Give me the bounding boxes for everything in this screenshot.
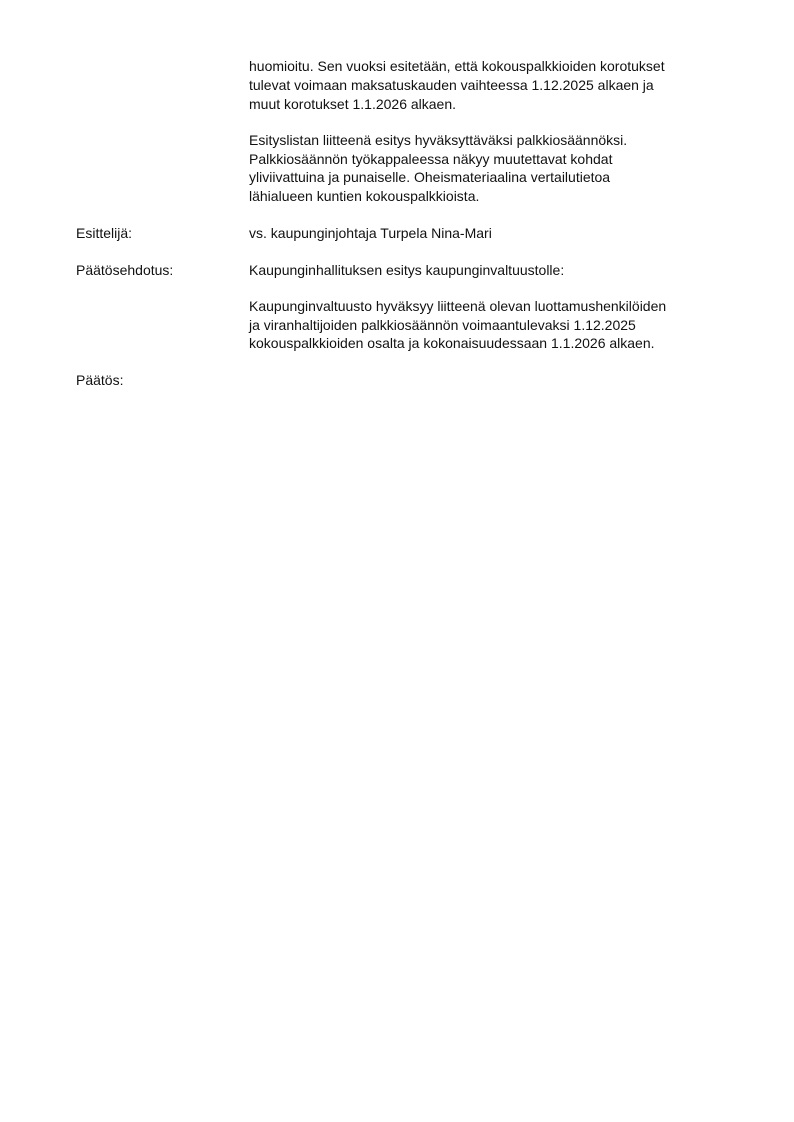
intro-line-3: muut korotukset 1.1.2026 alkaen. [249,96,457,112]
presenter-value: vs. kaupunginjohtaja Turpela Nina-Mari [249,225,492,241]
proposal-line-2: ja viranhaltijoiden palkkiosäännön voimaantulevaksi 1.12.2025 [249,317,636,333]
intro-line-1: huomioitu. Sen vuoksi esitetään, että kokouspalkkioiden korotukset [249,58,665,74]
attachment-line-3: yliviivattuina ja punaiselle. Oheismateriaalina vertailutietoa [249,169,611,185]
proposal-line-3: kokouspalkkioiden osalta ja kokonaisuudessaan 1.1.2026 alkaen. [249,335,655,351]
intro-line-2: tulevat voimaan maksatuskauden vaihteessa 1.12.2025 alkaen ja [249,77,654,93]
attachment-line-2: Palkkiosäännön työkappaleessa näkyy muutettavat kohdat [249,151,613,167]
proposal-line-1: Kaupunginvaltuusto hyväksyy liitteenä olevan luottamushenkilöiden [249,298,667,314]
attachment-line-1: Esityslistan liitteenä esitys hyväksyttäväksi palkkiosäännöksi. [249,132,628,148]
presenter-label: Esittelijä: [76,225,133,241]
proposal-label: Päätösehdotus: [76,262,174,278]
attachment-line-4: lähialueen kuntien kokouspalkkioista. [249,188,480,204]
decision-label: Päätös: [76,372,124,388]
proposal-heading: Kaupunginhallituksen esitys kaupunginvaltuustolle: [249,262,565,278]
